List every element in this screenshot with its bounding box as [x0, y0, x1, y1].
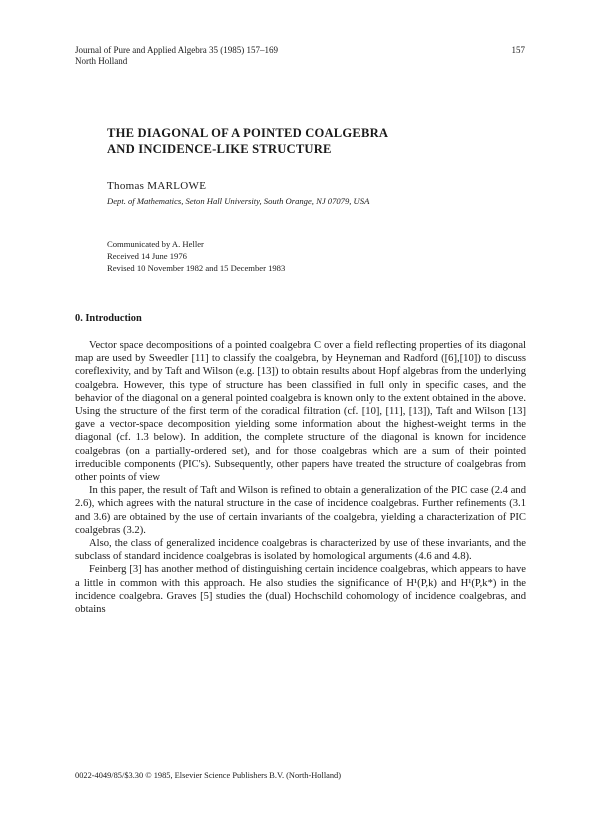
section-heading: 0. Introduction: [75, 313, 142, 324]
revised-date: Revised 10 November 1982 and 15 December 1983: [107, 263, 286, 273]
paragraph: Feinberg [3] has another method of distinguishing certain incidence coalgebras, which appears to have a little in common with this approach. He also studies the significance of H¹(P,k) and H¹(P,k*) in the incidence coalgebra. Graves [5] studies the (dual) Hochschild cohomology of incidence coalgebras, and obtains: [75, 564, 526, 616]
author-name: Thomas MARLOWE: [107, 180, 207, 192]
paragraph: In this paper, the result of Taft and Wilson is refined to obtain a generalization of the PIC case (2.4 and 2.6), which agrees with the natural structure in the case of incidence coalgebras. Further refinements (3.1 and 3.6) are obtained by the use of certain invariants of the coalgebra, yielding a characterization of PIC coalgebras (3.2).: [75, 485, 526, 536]
paper-title: [107, 125, 527, 157]
journal-citation: Journal of Pure and Applied Algebra 35 (1985) 157–169: [75, 45, 278, 55]
title-line-1: THE DIAGONAL OF A POINTED COALGEBRA: [107, 126, 389, 140]
communicated-by: Communicated by A. Heller: [107, 239, 204, 249]
author-affiliation: Dept. of Mathematics, Seton Hall University, South Orange, NJ 07079, USA: [107, 196, 370, 206]
paragraph: Also, the class of generalized incidence coalgebras is characterized by use of these invariants, and the subclass of standard incidence coalgebras is isolated by homological arguments (4.6 and 4.8).: [75, 538, 526, 563]
copyright-footer: 0022-4049/85/$3.30 © 1985, Elsevier Science Publishers B.V. (North-Holland): [75, 771, 342, 780]
body-text: [75, 339, 526, 616]
paragraph: Vector space decompositions of a pointed coalgebra C over a field reflecting properties of its diagonal map are used by Sweedler [11] to classify the coalgebra, by Heyneman and Radford ([6],[10]) to discuss coreflexivity, and by Taft and Wilson (e.g. [13]) to obtain results about Hopf algebras from the underlying coalgebra. However, this type of structure has been classified in full only in specific cases, and the behavior of the diagonal on a general pointed coalgebra is known only to the extent obtained in the above. Using the structure of the first term of the coradical filtration (cf. [10], [11], [13]), Taft and Wilson [13] gave a vector-space decomposition yielding some information about the highest-weight terms in the diagonal (cf. 1.3 below). In addition, the complete structure of the diagonal is known for incidence coalgebras (on a partially-ordered set), and for those coalgebras which are a sum of their pointed irreducible components (PIC's). Subsequently, other papers have treated the structure of coalgebras from other points of view: [75, 340, 526, 484]
publisher-name: North Holland: [75, 56, 128, 66]
received-date: Received 14 June 1976: [107, 251, 187, 261]
page-number: 157: [511, 45, 525, 55]
title-line-2: AND INCIDENCE-LIKE STRUCTURE: [107, 142, 332, 156]
